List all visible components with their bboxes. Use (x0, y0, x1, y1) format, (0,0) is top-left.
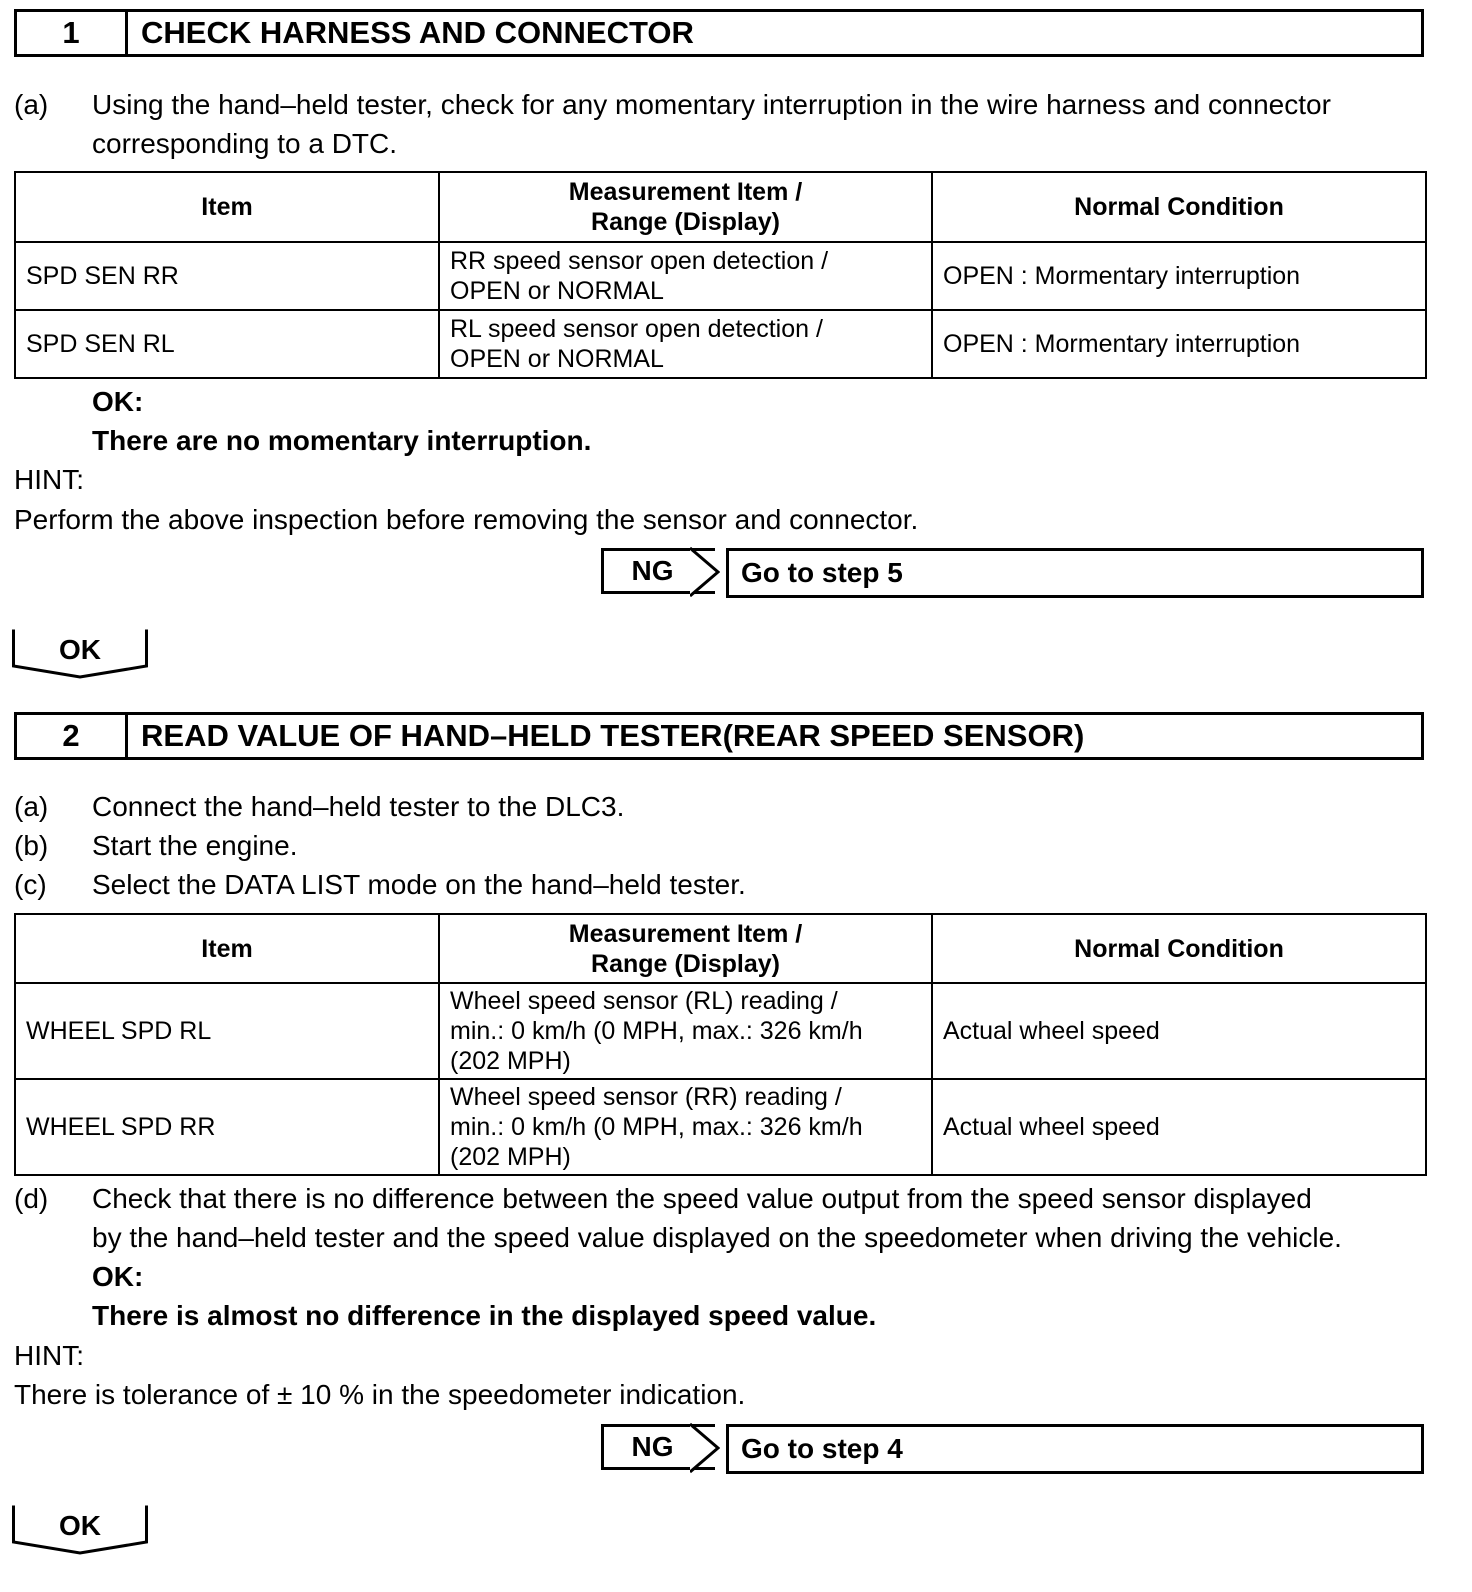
step-1-title: CHECK HARNESS AND CONNECTOR (141, 15, 694, 50)
step-2-number: 2 (17, 715, 128, 757)
step-1-table (14, 171, 1427, 379)
ok-button-label: OK (59, 634, 101, 665)
step-1-number: 1 (17, 12, 128, 54)
table-row (15, 310, 1426, 378)
step-2-b-label: (b) (14, 830, 49, 861)
step-2-header (14, 712, 1424, 760)
step-1-a-line-1: Using the hand–held tester, check for any momentary interruption in the wire harness and connector (92, 89, 1331, 120)
cell-condition: Actual wheel speed (932, 983, 1426, 1079)
table-row (15, 1079, 1426, 1175)
step-2-ok-button[interactable] (12, 1504, 148, 1556)
step-1-ok-button[interactable] (12, 628, 148, 680)
step-2-hint-text: There is tolerance of ± 10 % in the speedometer indication. (14, 1379, 746, 1410)
step-2-c-label: (c) (14, 869, 47, 900)
step-2-hint-label: HINT: (14, 1340, 84, 1371)
cell-condition: OPEN : Mormentary interruption (932, 242, 1426, 310)
cell-measurement: Wheel speed sensor (RL) reading / min.: 0 km/h (0 MPH, max.: 326 km/h (202 MPH) (439, 983, 932, 1079)
cell-item: WHEEL SPD RR (15, 1079, 439, 1175)
step-2-ok-text: There is almost no difference in the displayed speed value. (92, 1300, 877, 1331)
step-1-ok-label: OK: (92, 386, 144, 417)
header-item: Item (15, 914, 439, 983)
cell-measurement: Wheel speed sensor (RR) reading / min.: 0 km/h (0 MPH, max.: 326 km/h (202 MPH) (439, 1079, 932, 1175)
ng-arrow-icon (690, 1422, 720, 1474)
step-1-ok-text: There are no momentary interruption. (92, 425, 592, 456)
step-2-goto-button[interactable]: Go to step 4 (726, 1424, 1424, 1474)
step-2-b-text: Start the engine. (92, 830, 298, 861)
step-2-d-label: (d) (14, 1183, 49, 1214)
step-2-c-text: Select the DATA LIST mode on the hand–held tester. (92, 869, 746, 900)
ng-arrow-icon (690, 546, 720, 598)
step-1-a-label: (a) (14, 89, 49, 120)
step-1-hint-label: HINT: (14, 464, 84, 495)
step-1-goto-button[interactable]: Go to step 5 (726, 548, 1424, 598)
cell-item: WHEEL SPD RL (15, 983, 439, 1079)
table-row (15, 242, 1426, 310)
step-1-header (14, 9, 1424, 57)
ok-button-label: OK (59, 1510, 101, 1541)
table-header-row (15, 914, 1426, 983)
header-measurement: Measurement Item / Range (Display) (439, 172, 932, 242)
step-1-ng-label: NG (601, 548, 715, 594)
step-2-a-text: Connect the hand–held tester to the DLC3. (92, 791, 625, 822)
table-row (15, 983, 1426, 1079)
cell-measurement: RR speed sensor open detection / OPEN or NORMAL (439, 242, 932, 310)
step-2-ok-label: OK: (92, 1261, 144, 1292)
step-1-hint-text: Perform the above inspection before removing the sensor and connector. (14, 504, 919, 535)
step-2-d-line-2: by the hand–held tester and the speed value displayed on the speedometer when driving the vehicle. (92, 1222, 1342, 1253)
cell-item: SPD SEN RL (15, 310, 439, 378)
cell-condition: Actual wheel speed (932, 1079, 1426, 1175)
step-2-title: READ VALUE OF HAND–HELD TESTER(REAR SPEED SENSOR) (141, 718, 1085, 753)
cell-measurement: RL speed sensor open detection / OPEN or NORMAL (439, 310, 932, 378)
header-item: Item (15, 172, 439, 242)
step-2-ng-label: NG (601, 1424, 715, 1470)
header-normal-condition: Normal Condition (932, 914, 1426, 983)
step-2-table (14, 913, 1427, 1176)
step-2-a-label: (a) (14, 791, 49, 822)
cell-condition: OPEN : Mormentary interruption (932, 310, 1426, 378)
cell-item: SPD SEN RR (15, 242, 439, 310)
table-header-row (15, 172, 1426, 242)
step-1-a-line-2: corresponding to a DTC. (92, 128, 398, 159)
header-normal-condition: Normal Condition (932, 172, 1426, 242)
header-measurement: Measurement Item / Range (Display) (439, 914, 932, 983)
step-2-d-line-1: Check that there is no difference between the speed value output from the speed sensor displayed (92, 1183, 1312, 1214)
